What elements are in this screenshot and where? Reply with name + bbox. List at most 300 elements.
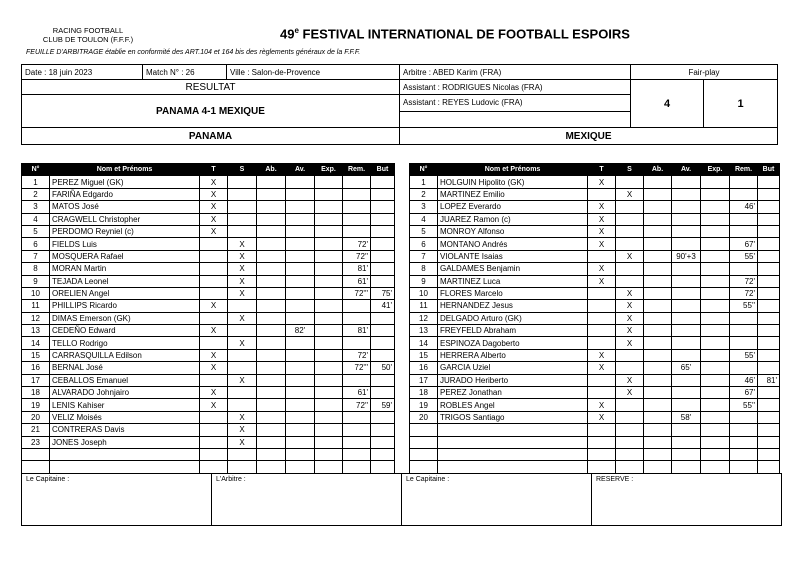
title-sup: e [294, 26, 299, 35]
organizer-line1: RACING FOOTBALL [52, 26, 124, 35]
match-number: Match N° : 26 [143, 65, 227, 80]
cell-name: VELIZ Moisés [50, 411, 200, 423]
subtitle: FEUILLE D'ARBITRAGE établie en conformité des ART.104 et 164 bis des règlements généraux de la F.F.F. [26, 49, 361, 56]
cell-t: X [200, 176, 228, 188]
cell-but [371, 250, 395, 262]
referee: Arbitre : ABED Karim (FRA) [400, 65, 631, 80]
cell-s [228, 349, 257, 361]
cell-rem [730, 448, 758, 460]
col-no: N° [22, 164, 50, 176]
cell-s: X [228, 263, 257, 275]
cell-av [672, 312, 701, 324]
cell-name: JURADO Heriberto [438, 374, 588, 386]
cell-av [672, 349, 701, 361]
table-row [410, 411, 780, 423]
cell-t: X [200, 225, 228, 237]
table-row [22, 250, 395, 262]
table-row [22, 312, 395, 324]
cell-av [286, 312, 315, 324]
cell-no: 8 [22, 263, 50, 275]
cell-no: 3 [410, 201, 438, 213]
cell-s: X [228, 238, 257, 250]
cell-no: 16 [22, 362, 50, 374]
cell-no: 2 [22, 188, 50, 200]
cell-name: PEREZ Miguel (GK) [50, 176, 200, 188]
cell-av: 90'+3 [672, 250, 701, 262]
cell-no: 13 [22, 325, 50, 337]
cell-name: PERDOMO Reyniel (c) [50, 225, 200, 237]
cell-but [758, 201, 780, 213]
cell-ab [257, 411, 286, 423]
cell-but [758, 188, 780, 200]
cell-s: X [228, 424, 257, 436]
cell-rem: 81' [343, 325, 371, 337]
cell-exp [315, 225, 343, 237]
cell-exp [701, 188, 730, 200]
cell-rem [343, 448, 371, 460]
cell-no: 4 [22, 213, 50, 225]
cell-ab [644, 424, 672, 436]
cell-exp [315, 461, 343, 473]
table-row [22, 213, 395, 225]
cell-av [672, 275, 701, 287]
col-rem: Rem. [730, 164, 758, 176]
cell-ab [257, 312, 286, 324]
cell-ab [257, 387, 286, 399]
cell-but [758, 263, 780, 275]
cell-exp [315, 337, 343, 349]
home-roster [21, 163, 395, 474]
empty-row [410, 448, 780, 460]
cell-exp [315, 188, 343, 200]
cell-but [758, 424, 780, 436]
cell-rem [730, 312, 758, 324]
cell-rem: 67' [730, 238, 758, 250]
cell-rem [730, 337, 758, 349]
table-row [410, 263, 780, 275]
empty-row [22, 461, 395, 473]
cell-no: 18 [410, 387, 438, 399]
captain-away-signature: Le Capitaine : [402, 474, 592, 526]
cell-exp [315, 349, 343, 361]
cell-av [286, 337, 315, 349]
table-row [22, 238, 395, 250]
cell-t: X [200, 399, 228, 411]
table-row [410, 337, 780, 349]
col-av: Av. [672, 164, 701, 176]
cell-s: X [616, 287, 644, 299]
cell-t [588, 250, 616, 262]
cell-name: CARRASQUILLA Edilson [50, 349, 200, 361]
cell-rem [343, 411, 371, 423]
cell-t: X [200, 213, 228, 225]
table-row [22, 188, 395, 200]
cell-exp [701, 275, 730, 287]
cell-t: X [588, 176, 616, 188]
cell-rem [730, 225, 758, 237]
cell-t [200, 461, 228, 473]
cell-t [588, 300, 616, 312]
cell-no: 6 [410, 238, 438, 250]
cell-s [228, 448, 257, 460]
col-s: S [228, 164, 257, 176]
table-row [410, 188, 780, 200]
cell-name: ALVARADO Johnjairo [50, 387, 200, 399]
cell-name: HERRERA Alberto [438, 349, 588, 361]
cell-t: X [200, 325, 228, 337]
cell-but: 81' [758, 374, 780, 386]
cell-t [200, 263, 228, 275]
result-label: RESULTAT [22, 80, 400, 95]
cell-s: X [616, 300, 644, 312]
cell-name: ORELIEN Angel [50, 287, 200, 299]
table-row [410, 300, 780, 312]
cell-rem [343, 312, 371, 324]
cell-av [672, 201, 701, 213]
cell-ab [257, 238, 286, 250]
cell-name: LENIS Kahiser [50, 399, 200, 411]
cell-no: 17 [22, 374, 50, 386]
cell-av [286, 362, 315, 374]
cell-av [286, 238, 315, 250]
table-row [22, 176, 395, 188]
cell-rem [730, 411, 758, 423]
cell-rem: 46' [730, 201, 758, 213]
cell-s [616, 448, 644, 460]
col-rem: Rem. [343, 164, 371, 176]
cell-ab [257, 399, 286, 411]
col-name: Nom et Prénoms [50, 164, 200, 176]
cell-exp [315, 362, 343, 374]
cell-t: X [588, 213, 616, 225]
cell-ab [257, 362, 286, 374]
cell-exp [315, 176, 343, 188]
table-row [22, 287, 395, 299]
cell-av [672, 461, 701, 473]
cell-rem: 72' [343, 238, 371, 250]
table-row [410, 325, 780, 337]
cell-exp [315, 263, 343, 275]
cell-s [228, 362, 257, 374]
cell-but [758, 337, 780, 349]
cell-s [228, 461, 257, 473]
cell-av [286, 374, 315, 386]
cell-t: X [588, 275, 616, 287]
cell-rem [343, 374, 371, 386]
cell-but [371, 448, 395, 460]
cell-exp [315, 300, 343, 312]
cell-but: 50' [371, 362, 395, 374]
cell-name: CONTRERAS Davis [50, 424, 200, 436]
fairplay-away: 1 [704, 80, 778, 128]
cell-ab [644, 312, 672, 324]
cell-rem [730, 461, 758, 473]
title-number: 49 [280, 26, 295, 42]
cell-t: X [588, 225, 616, 237]
cell-rem: 72'' [343, 250, 371, 262]
cell-but [371, 176, 395, 188]
cell-no: 13 [410, 325, 438, 337]
cell-t: X [588, 399, 616, 411]
match-date: Date : 18 juin 2023 [22, 65, 143, 80]
cell-av [286, 188, 315, 200]
cell-name: DIMAS Emerson (GK) [50, 312, 200, 324]
cell-av [286, 213, 315, 225]
team-away-label: MEXIQUE [400, 128, 778, 145]
cell-av [672, 188, 701, 200]
cell-exp [315, 411, 343, 423]
col-name: Nom et Prénoms [438, 164, 588, 176]
cell-t: X [588, 201, 616, 213]
cell-rem: 67' [730, 387, 758, 399]
cell-av [672, 225, 701, 237]
cell-av [286, 411, 315, 423]
cell-but [371, 387, 395, 399]
page-title [190, 26, 720, 41]
cell-but [758, 275, 780, 287]
cell-no [22, 461, 50, 473]
cell-no: 14 [22, 337, 50, 349]
cell-ab [257, 188, 286, 200]
cell-s [228, 300, 257, 312]
cell-rem [730, 424, 758, 436]
cell-exp [701, 287, 730, 299]
cell-name: GALDAMES Benjamin [438, 263, 588, 275]
cell-exp [701, 424, 730, 436]
cell-but [758, 436, 780, 448]
col-t: T [200, 164, 228, 176]
cell-s [616, 461, 644, 473]
cell-t [588, 436, 616, 448]
cell-ab [644, 213, 672, 225]
cell-exp [315, 213, 343, 225]
cell-ab [257, 250, 286, 262]
cell-but [371, 349, 395, 361]
cell-t: X [200, 188, 228, 200]
cell-no: 9 [410, 275, 438, 287]
cell-exp [315, 374, 343, 386]
cell-av [672, 238, 701, 250]
cell-name: JUAREZ Ramon (c) [438, 213, 588, 225]
cell-ab [644, 201, 672, 213]
cell-s: X [616, 337, 644, 349]
table-row [22, 424, 395, 436]
cell-exp [701, 448, 730, 460]
cell-rem [730, 263, 758, 275]
assistant-2: Assistant : REYES Ludovic (FRA) [400, 95, 631, 112]
cell-name: FIELDS Luis [50, 238, 200, 250]
cell-s: X [616, 387, 644, 399]
cell-no: 20 [22, 411, 50, 423]
cell-but [371, 424, 395, 436]
cell-s: X [616, 250, 644, 262]
cell-no: 11 [410, 300, 438, 312]
cell-no: 7 [410, 250, 438, 262]
table-row [410, 238, 780, 250]
cell-s: X [228, 411, 257, 423]
match-score: PANAMA 4-1 MEXIQUE [22, 95, 400, 128]
table-row [22, 325, 395, 337]
cell-av [672, 300, 701, 312]
cell-av [286, 461, 315, 473]
cell-name: ROBLES Angel [438, 399, 588, 411]
cell-t [200, 448, 228, 460]
cell-ab [644, 436, 672, 448]
empty-row [410, 424, 780, 436]
cell-t [200, 411, 228, 423]
cell-no: 2 [410, 188, 438, 200]
cell-name: JONES Joseph [50, 436, 200, 448]
cell-s [616, 201, 644, 213]
cell-but [371, 411, 395, 423]
table-row [22, 300, 395, 312]
cell-exp [701, 201, 730, 213]
cell-name: VIOLANTE Isaias [438, 250, 588, 262]
cell-no [410, 461, 438, 473]
cell-exp [315, 424, 343, 436]
cell-but [371, 461, 395, 473]
cell-s [616, 424, 644, 436]
cell-name: CRAGWELL Christopher [50, 213, 200, 225]
cell-s [228, 399, 257, 411]
cell-s [228, 176, 257, 188]
cell-t: X [588, 263, 616, 275]
signatures [21, 473, 782, 526]
cell-av: 82' [286, 325, 315, 337]
cell-t [588, 387, 616, 399]
cell-name [438, 436, 588, 448]
empty-row [410, 436, 780, 448]
cell-but [758, 399, 780, 411]
cell-ab [644, 349, 672, 361]
fairplay-label: Fair-play [631, 65, 778, 80]
assistant-1: Assistant : RODRIGUES Nicolas (FRA) [400, 80, 631, 95]
cell-t [200, 424, 228, 436]
table-row [22, 201, 395, 213]
cell-rem [343, 424, 371, 436]
table-row [22, 436, 395, 448]
cell-but [371, 312, 395, 324]
cell-exp [701, 399, 730, 411]
cell-name: PEREZ Jonathan [438, 387, 588, 399]
table-row [22, 399, 395, 411]
cell-s [228, 213, 257, 225]
cell-ab [644, 275, 672, 287]
cell-but [371, 337, 395, 349]
cell-ab [644, 374, 672, 386]
cell-ab [644, 238, 672, 250]
cell-av [672, 436, 701, 448]
table-row [410, 213, 780, 225]
cell-exp [701, 349, 730, 361]
cell-t [200, 275, 228, 287]
cell-exp [701, 387, 730, 399]
cell-but [371, 225, 395, 237]
cell-but [758, 250, 780, 262]
cell-but [758, 387, 780, 399]
cell-no: 9 [22, 275, 50, 287]
cell-ab [644, 448, 672, 460]
home-roster-header [22, 164, 395, 176]
cell-s: X [616, 374, 644, 386]
cell-s [616, 176, 644, 188]
table-row [410, 362, 780, 374]
cell-no: 11 [22, 300, 50, 312]
cell-name: DELGADO Arturo (GK) [438, 312, 588, 324]
cell-t [200, 436, 228, 448]
cell-rem: 46' [730, 374, 758, 386]
table-row [410, 287, 780, 299]
cell-t [200, 238, 228, 250]
cell-rem [730, 362, 758, 374]
cell-av [286, 300, 315, 312]
table-row [410, 201, 780, 213]
cell-name: MORAN Martin [50, 263, 200, 275]
cell-exp [701, 325, 730, 337]
cell-exp [701, 250, 730, 262]
cell-no: 16 [410, 362, 438, 374]
col-ab: Ab. [644, 164, 672, 176]
cell-name: GARCIA Uziel [438, 362, 588, 374]
cell-no: 8 [410, 263, 438, 275]
cell-exp [701, 263, 730, 275]
away-roster [409, 163, 780, 474]
cell-t [588, 461, 616, 473]
table-row [22, 337, 395, 349]
cell-no: 6 [22, 238, 50, 250]
table-row [22, 387, 395, 399]
cell-rem: 55' [730, 349, 758, 361]
cell-s [616, 362, 644, 374]
cell-t [588, 287, 616, 299]
cell-ab [644, 399, 672, 411]
cell-but [758, 238, 780, 250]
cell-ab [257, 275, 286, 287]
cell-no: 10 [22, 287, 50, 299]
cell-t [200, 287, 228, 299]
cell-av: 58' [672, 411, 701, 423]
cell-rem: 72' [730, 275, 758, 287]
cell-t [588, 448, 616, 460]
cell-but [371, 275, 395, 287]
cell-s: X [228, 312, 257, 324]
organizer-line2: CLUB DE TOULON (F.F.F.) [42, 35, 134, 44]
cell-ab [257, 300, 286, 312]
cell-s: X [228, 250, 257, 262]
cell-but: 75' [371, 287, 395, 299]
cell-av [672, 399, 701, 411]
cell-exp [701, 461, 730, 473]
cell-rem [343, 201, 371, 213]
cell-no: 21 [22, 424, 50, 436]
away-roster-header [410, 164, 780, 176]
cell-rem [730, 325, 758, 337]
cell-but [758, 225, 780, 237]
cell-s: X [228, 287, 257, 299]
cell-no: 7 [22, 250, 50, 262]
cell-av: 65' [672, 362, 701, 374]
cell-ab [644, 325, 672, 337]
cell-but [758, 349, 780, 361]
cell-t [200, 250, 228, 262]
cell-av [286, 448, 315, 460]
cell-but [758, 325, 780, 337]
cell-ab [257, 374, 286, 386]
cell-t: X [200, 362, 228, 374]
cell-but [758, 362, 780, 374]
col-but: But [371, 164, 395, 176]
cell-av [672, 448, 701, 460]
